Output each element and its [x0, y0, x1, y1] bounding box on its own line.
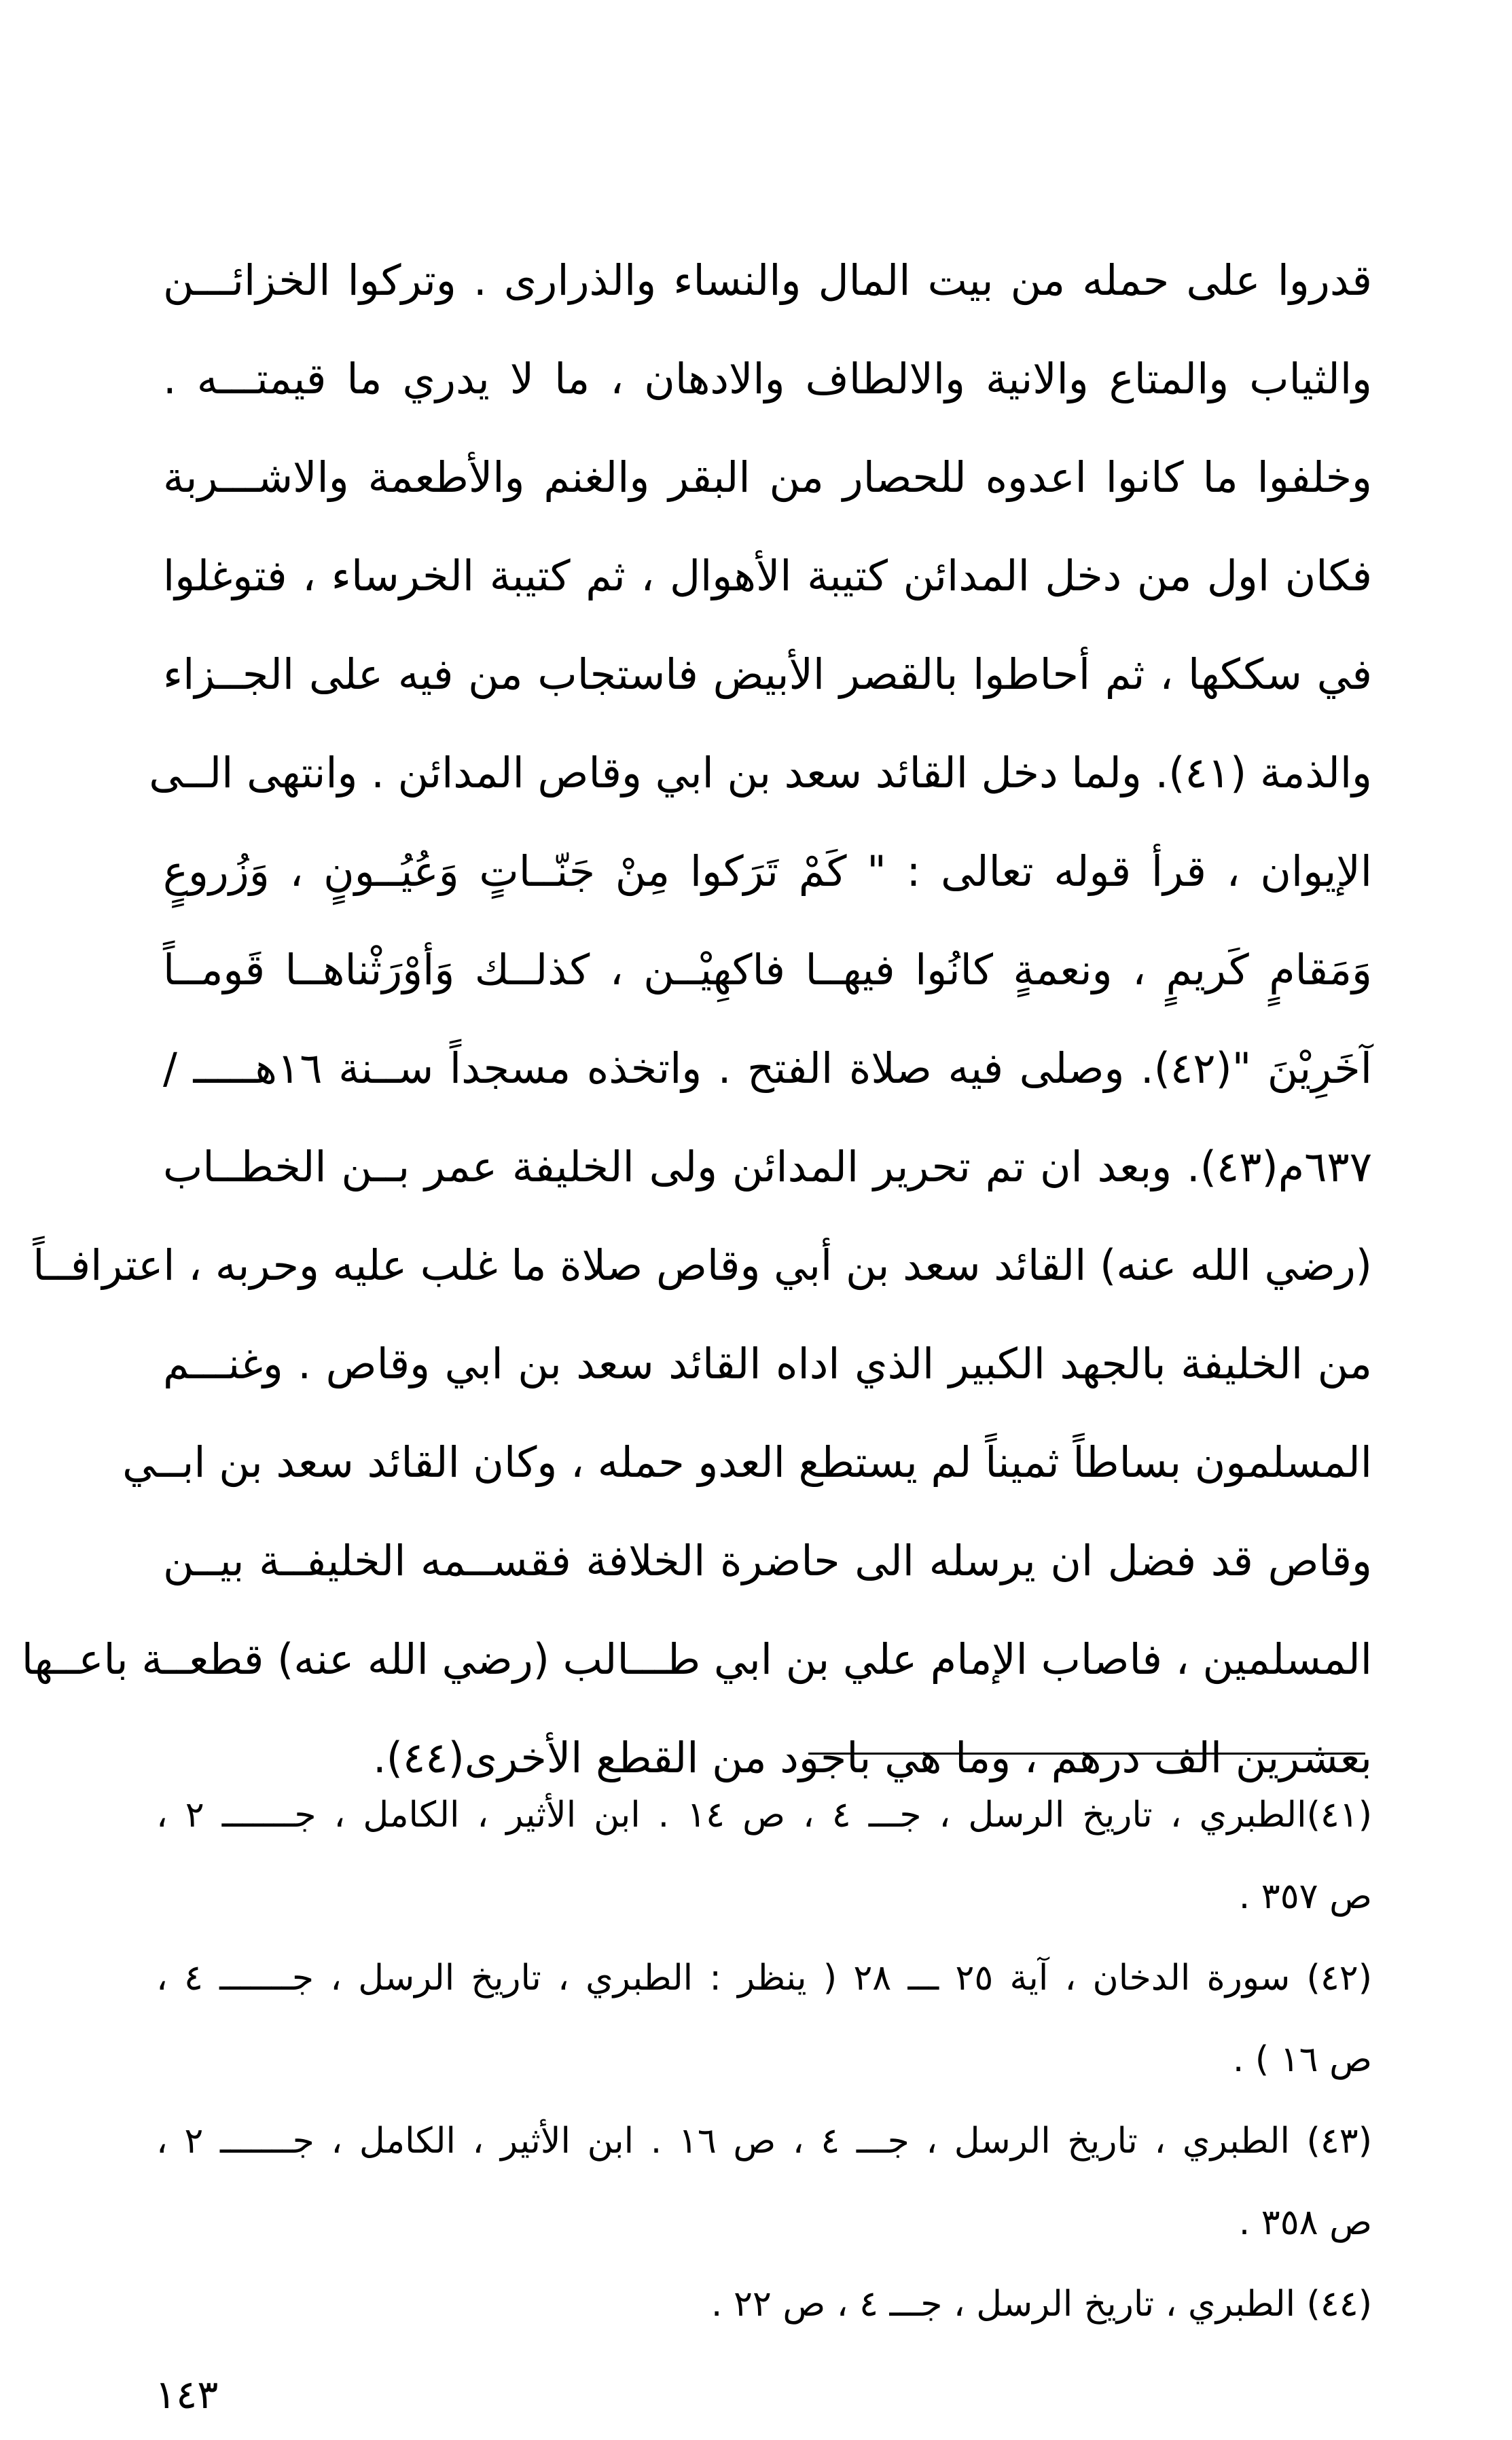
body-line-14: وقاص قد فضل ان يرسله الى حاضرة الخلافة فقســمه الخليفــة بيــن — [163, 1536, 1372, 1585]
body-line-12: من الخليفة بالجهد الكبير الذي اداه القائد سعد بن ابي وقاص . وغنـــم — [163, 1339, 1372, 1388]
body-line-9: آخَرِيْنَ "(٤٢). وصلى فيه صلاة الفتح . واتخذه مسجداً ســنة ١٦هـــــ / — [163, 1043, 1372, 1093]
body-line-6: والذمة (٤١). ولما دخل القائد سعد بن ابي وقاص المدائن . وانتهى الــى — [149, 748, 1372, 797]
footnote-42-continued: ص ١٦ ) . — [1232, 2039, 1372, 2080]
footnote-43: (٤٣) الطبري ، تاريخ الرسل ، جـــ ٤ ، ص ١٦ . ابن الأثير ، الكامل ، جـــــــ ٢ ، — [156, 2121, 1372, 2161]
body-line-13: المسلمون بساطاً ثميناً لم يستطع العدو حمله ، وكان القائد سعد بن ابــي — [122, 1437, 1372, 1487]
footnote-separator — [808, 1753, 1365, 1755]
body-line-3: وخلفوا ما كانوا اعدوه للحصار من البقر والغنم والأطعمة والاشـــربة — [163, 452, 1372, 502]
page-number: ١٤٣ — [155, 2371, 219, 2418]
footnote-42: (٤٢) سورة الدخان ، آية ٢٥ ـــ ٢٨ ( ينظر : الطبري ، تاريخ الرسل ، جـــــــ ٤ ، — [156, 1958, 1372, 1998]
body-line-1: قدروا على حمله من بيت المال والنساء والذرارى . وتركوا الخزائـــن — [163, 255, 1372, 305]
body-line-10: ٦٣٧م(٤٣). وبعد ان تم تحرير المدائن ولى الخليفة عمر بــن الخطــاب — [163, 1142, 1372, 1191]
footnote-43-continued: ص ٣٥٨ . — [1238, 2202, 1372, 2243]
body-line-4: فكان اول من دخل المدائن كتيبة الأهوال ، ثم كتيبة الخرساء ، فتوغلوا — [163, 551, 1372, 600]
body-line-8: وَمَقامٍ كَريمٍ ، ونعمةٍ كانُوا فيهــا فاكهِيْــن ، كذلــك وَأوْرَثْناهــا قَومــاً — [163, 945, 1372, 994]
footnote-41-continued: ص ٣٥٧ . — [1238, 1876, 1372, 1917]
body-line-16: بعشرين الف درهم ، وما هي باجود من القطع الأخرى(٤٤). — [373, 1733, 1372, 1782]
body-line-5: في سككها ، ثم أحاطوا بالقصر الأبيض فاستجاب من فيه على الجــزاء — [163, 649, 1372, 699]
footnote-41: (٤١)الطبري ، تاريخ الرسل ، جـــ ٤ ، ص ١٤ . ابن الأثير ، الكامل ، جـــــــ ٢ ، — [156, 1795, 1373, 1835]
body-line-2: والثياب والمتاع والانية والالطاف والادهان ، ما لا يدري ما قيمتـــه . — [163, 354, 1372, 403]
body-line-7: الإيوان ، قرأ قوله تعالى : " كَمْ تَرَكوا مِنْ جَنّــاتٍ وَعُيُــونٍ ، وَزُروعٍ — [163, 846, 1372, 896]
body-line-15: المسلمين ، فاصاب الإمام علي بن ابي طـــالب (رضي الله عنه) قطعــة باعــها — [21, 1634, 1372, 1684]
footnote-44: (٤٤) الطبري ، تاريخ الرسل ، جـــ ٤ ، ص ٢٢ . — [710, 2284, 1372, 2325]
body-text — [21, 231, 1372, 1807]
footnotes — [156, 1774, 1372, 2345]
body-line-11: (رضي الله عنه) القائد سعد بن أبي وقاص صلاة ما غلب عليه وحربه ، اعترافــاً — [33, 1240, 1372, 1290]
